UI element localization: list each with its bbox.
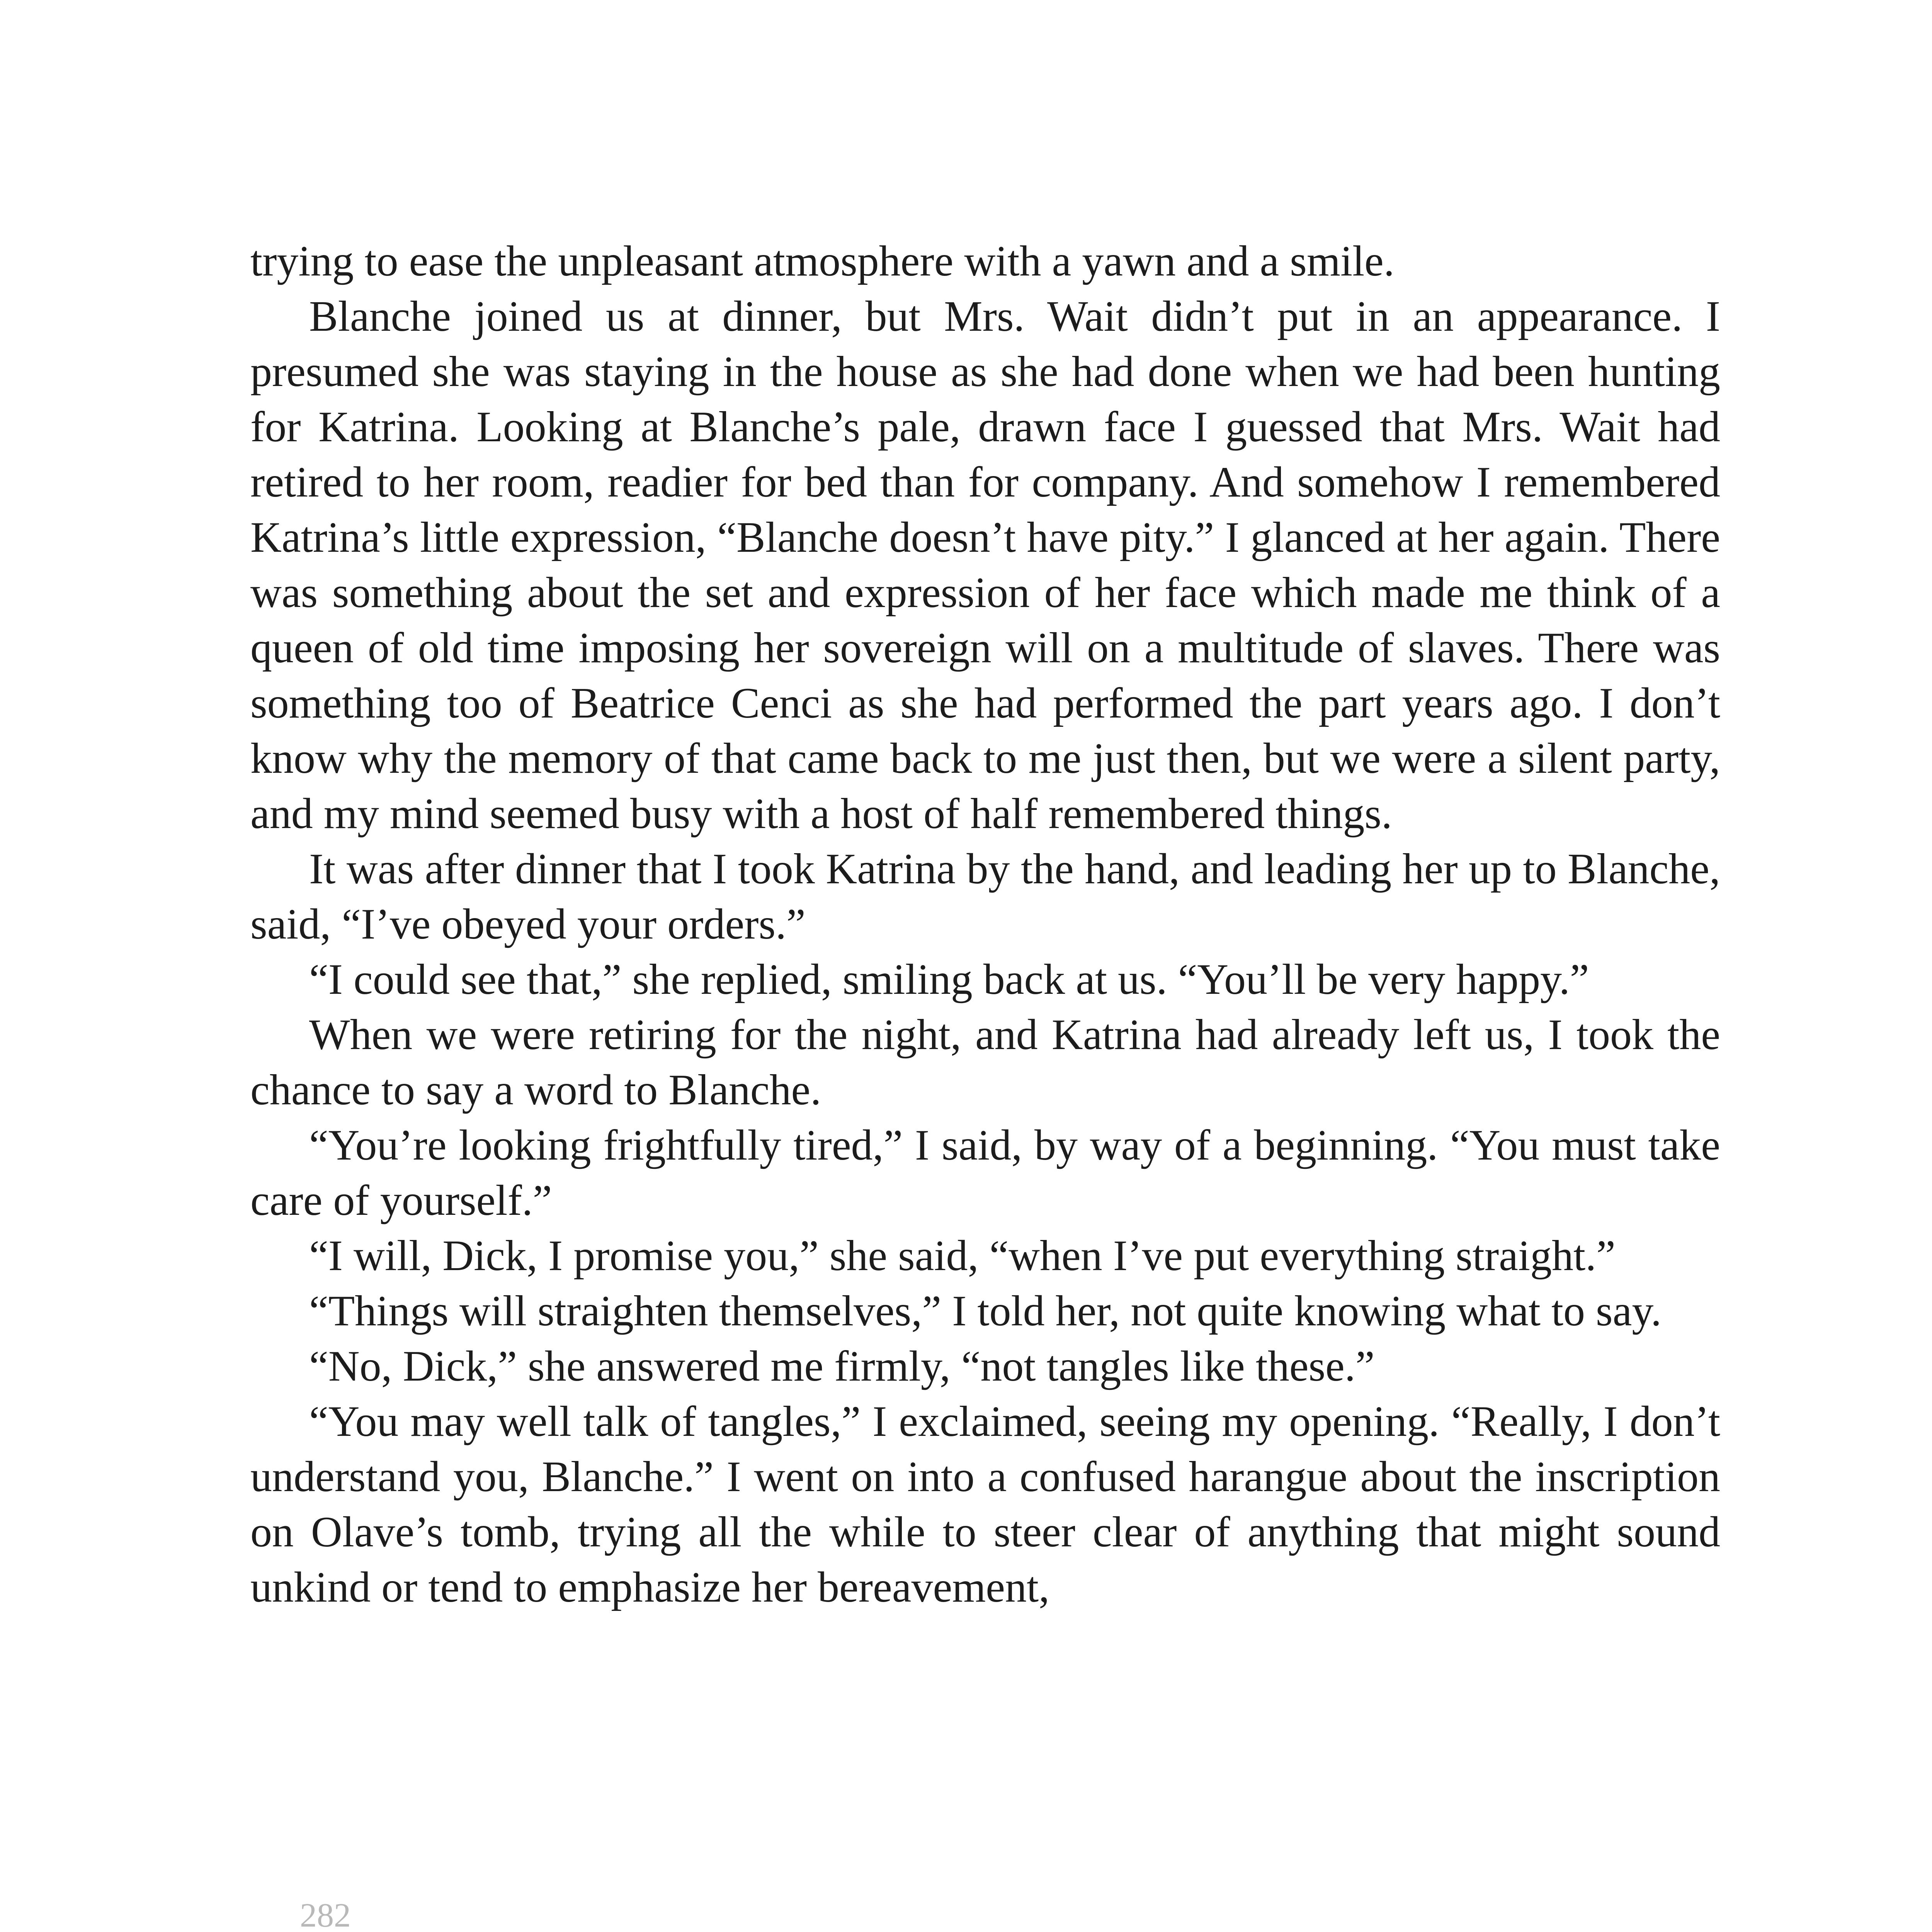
paragraph: “Things will straighten themselves,” I told her, not quite knowing what to say. xyxy=(309,1287,1662,1335)
paragraph: “I will, Dick, I promise you,” she said, “when I’ve put everything straight.” xyxy=(309,1232,1616,1280)
paragraph: “No, Dick,” she answered me firmly, “not tangles like these.” xyxy=(309,1342,1375,1390)
paragraph: Blanche joined us at dinner, but Mrs. Wait didn’t put in an appearance. I presumed she was staying in the house as she had done when we had been hunting for Katrina. Looking at Blanche’s pale, drawn face I guessed that Mrs. Wait had retired to her room, readier for bed than for company. And somehow I remembered Katrina’s little expression, “Blanche doesn’t have pity.” I glanced at her again. There was something about the set and expression of her face which made me think of a queen of old time imposing her sovereign will on a multitude of slaves. There was something too of Beatrice Cenci as she had performed the part years ago. I don’t know why the memory of that came back to me just then, but we were a silent party, and my mind seemed busy with a host of half remembered things. xyxy=(250,293,1720,838)
paragraph: When we were retiring for the night, and Katrina had already left us, I took the chance to say a word to Blanche. xyxy=(250,1011,1720,1114)
paragraph: “You’re looking frightfully tired,” I said, by way of a beginning. “You must take care of yourself.” xyxy=(250,1121,1720,1225)
paragraph: “I could see that,” she replied, smiling back at us. “You’ll be very happy.” xyxy=(309,956,1589,1003)
paragraph: It was after dinner that I took Katrina by the hand, and leading her up to Blanche, said, “I’ve obeyed your orders.” xyxy=(250,845,1720,948)
paragraph: “You may well talk of tangles,” I exclaimed, seeing my opening. “Really, I don’t understand you, Blanche.” I went on into a confused harangue about the inscription on Olave’s tomb, trying all the while to steer clear of anything that might sound unkind or tend to emphasize her bereavement, xyxy=(250,1398,1720,1611)
page-number: 282 xyxy=(300,1897,351,1932)
body-text-top xyxy=(250,234,1720,1615)
paragraph-continued: trying to ease the unpleasant atmosphere with a yawn and a smile. xyxy=(250,237,1395,285)
